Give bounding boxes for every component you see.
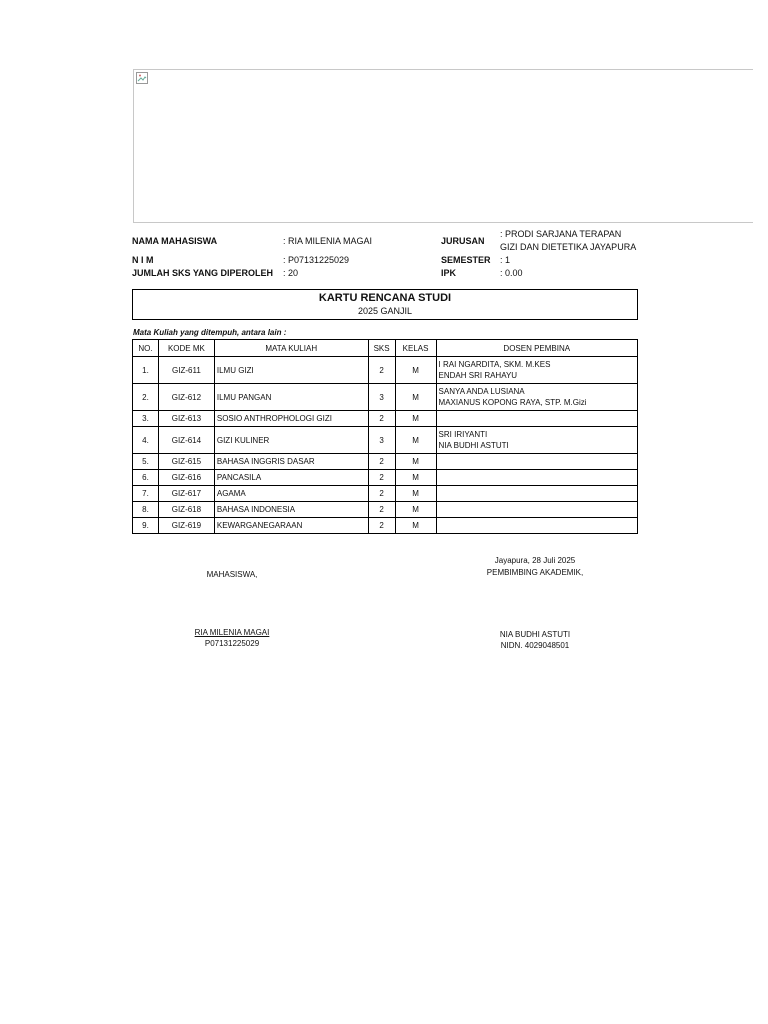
row-kode: GIZ-619 [158, 518, 214, 534]
header-image-placeholder [133, 69, 753, 223]
row-kelas: M [395, 470, 436, 486]
table-row [133, 486, 638, 502]
row-no: 3. [133, 411, 159, 427]
dosen-2: MAXIANUS KOPONG RAYA, STP. M.Gizi [438, 398, 587, 407]
student-role: MAHASISWA, [206, 570, 258, 579]
row-kelas: M [395, 486, 436, 502]
row-dosen [436, 502, 637, 518]
row-no: 4. [133, 427, 159, 454]
table-row [133, 384, 638, 411]
ipk-label: IPK [441, 268, 457, 278]
row-sks: 2 [368, 502, 395, 518]
row-dosen [436, 411, 637, 427]
row-dosen [436, 470, 637, 486]
dosen-1: SANYA ANDA LUSIANA [438, 387, 525, 396]
course-table [132, 339, 638, 534]
row-mk: AGAMA [214, 486, 368, 502]
row-kode: GIZ-612 [158, 384, 214, 411]
row-sks: 2 [368, 470, 395, 486]
jurusan-value-2: GIZI DAN DIETETIKA JAYAPURA [500, 242, 637, 252]
card-title-box [132, 289, 638, 320]
table-row [133, 502, 638, 518]
row-kode: GIZ-618 [158, 502, 214, 518]
row-mk: BAHASA INDONESIA [214, 502, 368, 518]
header-sks: SKS [368, 340, 395, 357]
header-dosen: DOSEN PEMBINA [436, 340, 637, 357]
row-mk: KEWARGANEGARAAN [214, 518, 368, 534]
row-kelas: M [395, 411, 436, 427]
row-kelas: M [395, 502, 436, 518]
row-kelas: M [395, 384, 436, 411]
student-signature-name: RIA MILENIA MAGAI [194, 628, 270, 637]
header-kelas: KELAS [395, 340, 436, 357]
table-row [133, 470, 638, 486]
row-sks: 3 [368, 427, 395, 454]
row-no: 2. [133, 384, 159, 411]
broken-image-icon [136, 72, 148, 84]
row-no: 7. [133, 486, 159, 502]
row-mk: PANCASILA [214, 470, 368, 486]
dosen-1: SRI IRIYANTI [438, 430, 488, 439]
row-dosen [436, 357, 637, 384]
row-dosen [436, 486, 637, 502]
row-kode: GIZ-614 [158, 427, 214, 454]
row-dosen [436, 427, 637, 454]
row-sks: 2 [368, 411, 395, 427]
nama-label: NAMA MAHASISWA [132, 236, 218, 246]
advisor-role: PEMBIMBING AKADEMIK, [486, 568, 584, 577]
card-subtitle: 2025 GANJIL [357, 306, 413, 316]
semester-label: SEMESTER [441, 255, 491, 265]
dosen-2: NIA BUDHI ASTUTI [438, 441, 509, 450]
row-mk: ILMU PANGAN [214, 384, 368, 411]
advisor-signature-id: NIDN. 4029048501 [500, 641, 570, 650]
row-no: 9. [133, 518, 159, 534]
header-no: NO. [133, 340, 159, 357]
table-row [133, 427, 638, 454]
nim-value: : P07131225029 [283, 255, 350, 265]
row-kode: GIZ-616 [158, 470, 214, 486]
card-title: KARTU RENCANA STUDI [318, 292, 452, 304]
row-sks: 2 [368, 357, 395, 384]
table-header-row [133, 340, 638, 357]
header-kode: KODE MK [158, 340, 214, 357]
row-kode: GIZ-617 [158, 486, 214, 502]
row-mk: BAHASA INGGRIS DASAR [214, 454, 368, 470]
place-date: Jayapura, 28 Juli 2025 [494, 556, 576, 565]
nama-value: : RIA MILENIA MAGAI [283, 236, 373, 246]
row-dosen [436, 384, 637, 411]
row-sks: 2 [368, 518, 395, 534]
row-mk: ILMU GIZI [214, 357, 368, 384]
row-kode: GIZ-615 [158, 454, 214, 470]
row-mk: GIZI KULINER [214, 427, 368, 454]
table-row [133, 411, 638, 427]
advisor-signature-name: NIA BUDHI ASTUTI [499, 630, 571, 639]
row-dosen [436, 518, 637, 534]
row-no: 6. [133, 470, 159, 486]
row-kelas: M [395, 454, 436, 470]
student-signature-id: P07131225029 [204, 639, 260, 648]
row-kelas: M [395, 357, 436, 384]
row-no: 5. [133, 454, 159, 470]
jurusan-value-1: : PRODI SARJANA TERAPAN [500, 229, 622, 239]
row-mk: SOSIO ANTHROPHOLOGI GIZI [214, 411, 368, 427]
nim-label: N I M [132, 255, 154, 265]
row-sks: 3 [368, 384, 395, 411]
row-no: 1. [133, 357, 159, 384]
sks-label: JUMLAH SKS YANG DIPEROLEH [132, 268, 274, 278]
jurusan-label: JURUSAN [441, 236, 485, 246]
dosen-1: I RAI NGARDITA, SKM. M.KES [438, 360, 551, 369]
sks-value: : 20 [283, 268, 299, 278]
row-sks: 2 [368, 486, 395, 502]
course-note: Mata Kuliah yang ditempuh, antara lain : [133, 328, 287, 337]
table-row [133, 357, 638, 384]
dosen-2: ENDAH SRI RAHAYU [438, 371, 518, 380]
ipk-value: : 0.00 [500, 268, 523, 278]
row-no: 8. [133, 502, 159, 518]
row-kode: GIZ-611 [158, 357, 214, 384]
row-sks: 2 [368, 454, 395, 470]
table-row [133, 518, 638, 534]
row-dosen [436, 454, 637, 470]
row-kelas: M [395, 518, 436, 534]
table-row [133, 454, 638, 470]
row-kode: GIZ-613 [158, 411, 214, 427]
semester-value: : 1 [500, 255, 511, 265]
header-mk: MATA KULIAH [214, 340, 368, 357]
row-kelas: M [395, 427, 436, 454]
